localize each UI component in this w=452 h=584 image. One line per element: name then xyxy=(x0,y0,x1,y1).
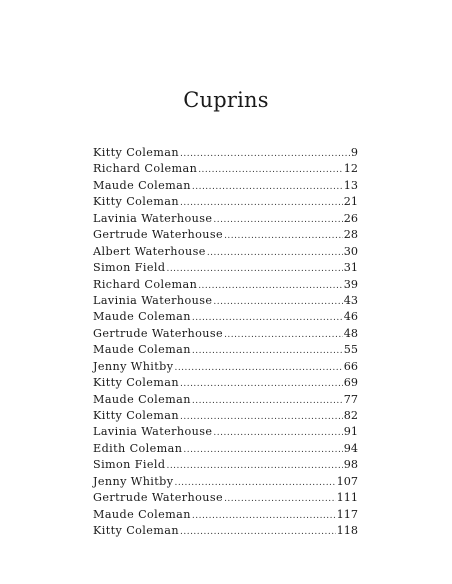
toc-dot-leader xyxy=(192,508,336,524)
toc-entry-page-number: 111 xyxy=(336,491,358,505)
toc-entry-title: Lavinia Waterhouse xyxy=(93,211,213,225)
toc-entry-title: Jenny Whitby xyxy=(93,359,174,373)
toc-entry[interactable] xyxy=(93,408,358,424)
toc-entry-page-number: 77 xyxy=(343,392,358,406)
toc-dot-leader xyxy=(213,425,342,441)
toc-entry-title: Maude Coleman xyxy=(93,392,191,406)
toc-entry-title: Maude Coleman xyxy=(93,178,191,192)
page-title: Cuprins xyxy=(183,88,269,112)
toc-entry-page-number: 39 xyxy=(343,277,358,291)
toc-entry-title: Kitty Coleman xyxy=(93,409,179,422)
toc-dot-leader xyxy=(166,458,342,474)
toc-entry-page-number: 26 xyxy=(343,211,358,225)
toc-entry-title: Gertrude Waterhouse xyxy=(93,326,224,340)
toc-entry[interactable] xyxy=(93,145,358,161)
toc-entry-page-number: 82 xyxy=(343,409,358,422)
toc-entry-title: Richard Coleman xyxy=(93,277,198,291)
toc-dot-leader xyxy=(224,228,343,244)
toc-entry-title: Edith Coleman xyxy=(93,441,183,455)
toc-entry[interactable] xyxy=(93,326,358,342)
toc-entry-page-number: 46 xyxy=(343,310,358,324)
toc-dot-leader xyxy=(180,146,350,162)
toc-entry-page-number: 12 xyxy=(343,162,358,176)
toc-entry-page-number: 69 xyxy=(343,376,358,390)
toc-entry[interactable] xyxy=(93,244,358,260)
toc-entry-title: Kitty Coleman xyxy=(93,376,179,390)
toc-dot-leader xyxy=(180,524,336,540)
toc-entry[interactable] xyxy=(93,507,358,523)
toc-dot-leader xyxy=(192,393,343,409)
toc-entry-page-number: 28 xyxy=(343,228,358,242)
toc-entry[interactable] xyxy=(93,523,358,539)
toc-entry[interactable] xyxy=(93,211,358,227)
toc-entry-title: Simon Field xyxy=(93,458,166,472)
toc-entry-title: Kitty Coleman xyxy=(93,524,179,538)
toc-dot-leader xyxy=(224,491,336,507)
toc-entry-page-number: 31 xyxy=(343,261,358,275)
toc-entry[interactable] xyxy=(93,194,358,210)
toc-entry-title: Maude Coleman xyxy=(93,343,191,357)
toc-entry-page-number: 9 xyxy=(350,146,358,159)
toc-entry-page-number: 118 xyxy=(336,524,358,538)
toc-dot-leader xyxy=(192,179,343,195)
toc-entry[interactable] xyxy=(93,441,358,457)
toc-entry-title: Maude Coleman xyxy=(93,507,191,521)
table-of-contents xyxy=(93,145,358,540)
toc-entry-page-number: 43 xyxy=(343,293,358,307)
toc-dot-leader xyxy=(198,162,343,178)
toc-entry-page-number: 107 xyxy=(336,474,358,488)
toc-entry-page-number: 13 xyxy=(343,178,358,192)
toc-dot-leader xyxy=(180,376,343,392)
toc-entry-title: Gertrude Waterhouse xyxy=(93,491,224,505)
toc-entry[interactable] xyxy=(93,457,358,473)
toc-entry-title: Kitty Coleman xyxy=(93,146,179,159)
toc-dot-leader xyxy=(213,294,342,310)
toc-entry-title: Lavinia Waterhouse xyxy=(93,293,213,307)
toc-entry-title: Jenny Whitby xyxy=(93,474,174,488)
toc-entry-page-number: 21 xyxy=(343,195,358,209)
toc-dot-leader xyxy=(224,327,343,343)
toc-dot-leader xyxy=(180,195,343,211)
toc-entry-title: Kitty Coleman xyxy=(93,195,179,209)
toc-entry-title: Lavinia Waterhouse xyxy=(93,425,213,439)
toc-entry[interactable] xyxy=(93,359,358,375)
toc-dot-leader xyxy=(174,475,335,491)
toc-entry-title: Richard Coleman xyxy=(93,162,198,176)
toc-dot-leader xyxy=(180,409,343,425)
toc-entry[interactable] xyxy=(93,490,358,506)
toc-entry[interactable] xyxy=(93,375,358,391)
toc-entry[interactable] xyxy=(93,277,358,293)
toc-dot-leader xyxy=(174,360,342,376)
toc-entry-page-number: 66 xyxy=(343,359,358,373)
toc-dot-leader xyxy=(192,310,343,326)
toc-entry[interactable] xyxy=(93,342,358,358)
toc-entry-page-number: 94 xyxy=(343,441,358,455)
toc-entry-title: Maude Coleman xyxy=(93,310,191,324)
toc-entry-page-number: 98 xyxy=(343,458,358,472)
toc-entry[interactable] xyxy=(93,227,358,243)
toc-entry-title: Simon Field xyxy=(93,261,166,275)
toc-entry-page-number: 30 xyxy=(343,244,358,258)
toc-entry-page-number: 55 xyxy=(343,343,358,357)
toc-dot-leader xyxy=(183,442,342,458)
toc-entry-title: Albert Waterhouse xyxy=(93,244,206,258)
toc-entry[interactable] xyxy=(93,293,358,309)
toc-dot-leader xyxy=(192,343,343,359)
toc-entry-page-number: 91 xyxy=(343,425,358,439)
toc-entry[interactable] xyxy=(93,424,358,440)
toc-dot-leader xyxy=(207,245,343,261)
toc-entry-page-number: 48 xyxy=(343,326,358,340)
toc-dot-leader xyxy=(166,261,342,277)
toc-dot-leader xyxy=(198,278,343,294)
toc-entry[interactable] xyxy=(93,309,358,325)
toc-entry[interactable] xyxy=(93,392,358,408)
toc-entry[interactable] xyxy=(93,178,358,194)
toc-entry[interactable] xyxy=(93,474,358,490)
toc-dot-leader xyxy=(213,212,342,228)
toc-entry-title: Gertrude Waterhouse xyxy=(93,228,224,242)
toc-entry[interactable] xyxy=(93,260,358,276)
toc-entry-page-number: 117 xyxy=(336,507,358,521)
toc-entry[interactable] xyxy=(93,161,358,177)
